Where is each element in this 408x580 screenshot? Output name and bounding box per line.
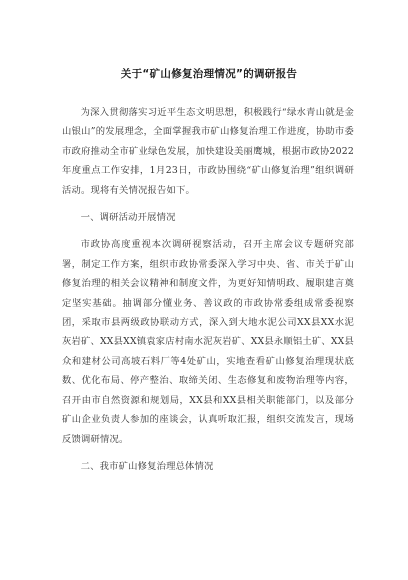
document-title: 关于“矿山修复治理情况”的调研报告: [120, 68, 298, 80]
section-heading-1: 一、调研活动开展情况: [80, 212, 176, 224]
section-1-paragraph: 市政协高度重视本次调研视察活动，召开主席会议专题研究部署，制定工作方案，组织市政协常委深入学习中央、省、市关于矿山修复治理的相关会议精神和制度文件，为更好知情明政、履职建言奠定坚实基础。抽调部分懂业务、善议政的市政协常委组成常委视察团，采取市县两级政协联动方式，深入到大地水泥公司XX县XX水泥灰岩矿、XX县XX镇袁家店村南水泥灰岩矿、XX县永顺铝土矿、XX县众和建材公司高坡石料厂等4处矿山，实地查看矿山修复治理现状底数、优化布局、停产整治、取缔关闭、生态修复和废物治理等内容，召开由市自然资源和规划局，XX县和XX县相关职能部门，以及部分矿山企业负责人参加的座谈会，认真听取汇报，组织交流发言，现场反馈调研情况。: [62, 239, 354, 445]
intro-paragraph: 为深入贯彻落实习近平生态文明思想，积极践行“绿水青山就是金山银山”的发展理念，全面掌握我市矿山修复治理工作进度，协助市委市政府推动全市矿业绿色发展，加快建设美丽鹰城，根据市政协2022年度重点工作安排，1月23日，市政协围绕“矿山修复治理”组织调研活动。现将有关情况报告如下。: [62, 107, 354, 196]
section-heading-2: 二、我市矿山修复治理总体情况: [80, 460, 214, 472]
